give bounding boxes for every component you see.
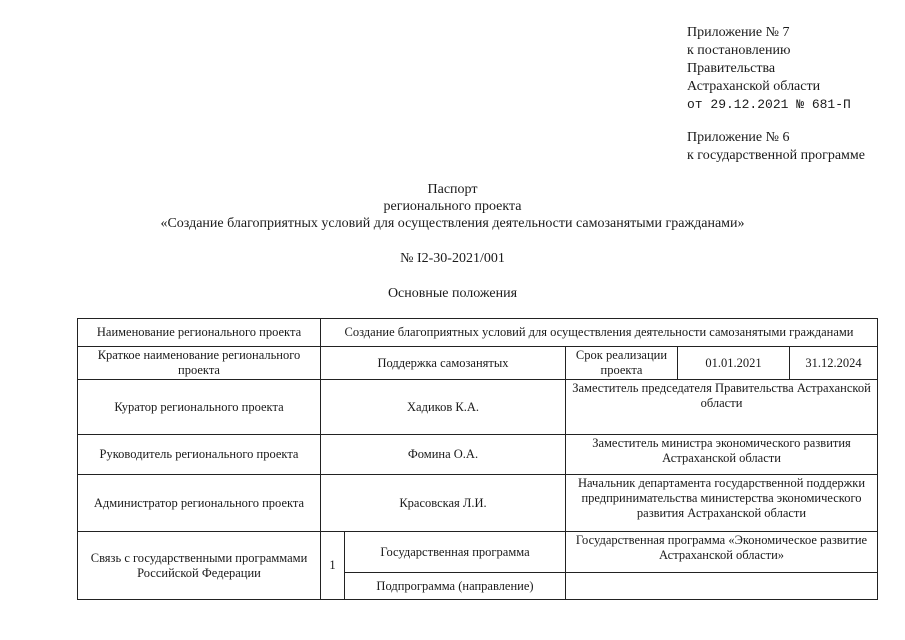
table-row	[78, 475, 878, 532]
curator-name: Хадиков К.А.	[321, 380, 566, 435]
annex-7-date-line: от 29.12.2021 № 681-П	[687, 97, 851, 112]
project-name-heading: «Создание благоприятных условий для осуществления деятельности самозанятыми гражданами»	[160, 216, 745, 231]
annex-6-line: к государственной программе	[687, 148, 865, 163]
annex-7-line: Приложение № 7	[687, 25, 790, 40]
program-value: Государственная программа «Экономическое развитие Астраханской области»	[566, 532, 878, 573]
subprogram-label: Подпрограмма (направление)	[345, 573, 566, 600]
program-label: Государственная программа	[345, 532, 566, 573]
table-row	[78, 347, 878, 380]
row-number: 1	[321, 532, 345, 600]
annex-6-block	[687, 129, 865, 165]
row-label: Наименование регионального проекта	[78, 319, 321, 347]
row-label: Краткое наименование регионального проекта	[78, 347, 321, 380]
document-title: Паспорт	[427, 182, 478, 197]
row-label: Руководитель регионального проекта	[78, 435, 321, 475]
row-label: Куратор регионального проекта	[78, 380, 321, 435]
end-date: 31.12.2024	[790, 347, 878, 380]
annex-7-line: Правительства	[687, 61, 776, 76]
table-row	[78, 380, 878, 435]
start-date: 01.01.2021	[678, 347, 790, 380]
leader-position: Заместитель министра экономического развития Астраханской области	[566, 435, 878, 475]
period-label: Срок реализации проекта	[566, 347, 678, 380]
table-row	[78, 532, 878, 573]
leader-name: Фомина О.А.	[321, 435, 566, 475]
subprogram-value	[566, 573, 878, 600]
administrator-position: Начальник департамента государственной поддержки предпринимательства министерства экономического развития Астраханской области	[566, 475, 878, 532]
row-label: Связь с государственными программами Российской Федерации	[78, 532, 321, 600]
project-number: № I2-30-2021/001	[400, 251, 505, 266]
project-full-name: Создание благоприятных условий для осуществления деятельности самозанятыми гражданами	[321, 319, 878, 347]
administrator-name: Красовская Л.И.	[321, 475, 566, 532]
row-label: Администратор регионального проекта	[78, 475, 321, 532]
document-subtitle: регионального проекта	[383, 199, 522, 214]
annex-7-block	[687, 24, 851, 114]
annex-6-line: Приложение № 6	[687, 130, 790, 145]
curator-position: Заместитель председателя Правительства Астраханской области	[566, 380, 878, 435]
annex-7-line: Астраханской области	[687, 79, 821, 94]
project-short-name: Поддержка самозанятых	[321, 347, 566, 380]
section-title: Основные положения	[387, 286, 518, 301]
table-row	[78, 435, 878, 475]
project-passport-table	[77, 318, 878, 600]
table-row	[78, 319, 878, 347]
annex-7-line: к постановлению	[687, 43, 791, 58]
